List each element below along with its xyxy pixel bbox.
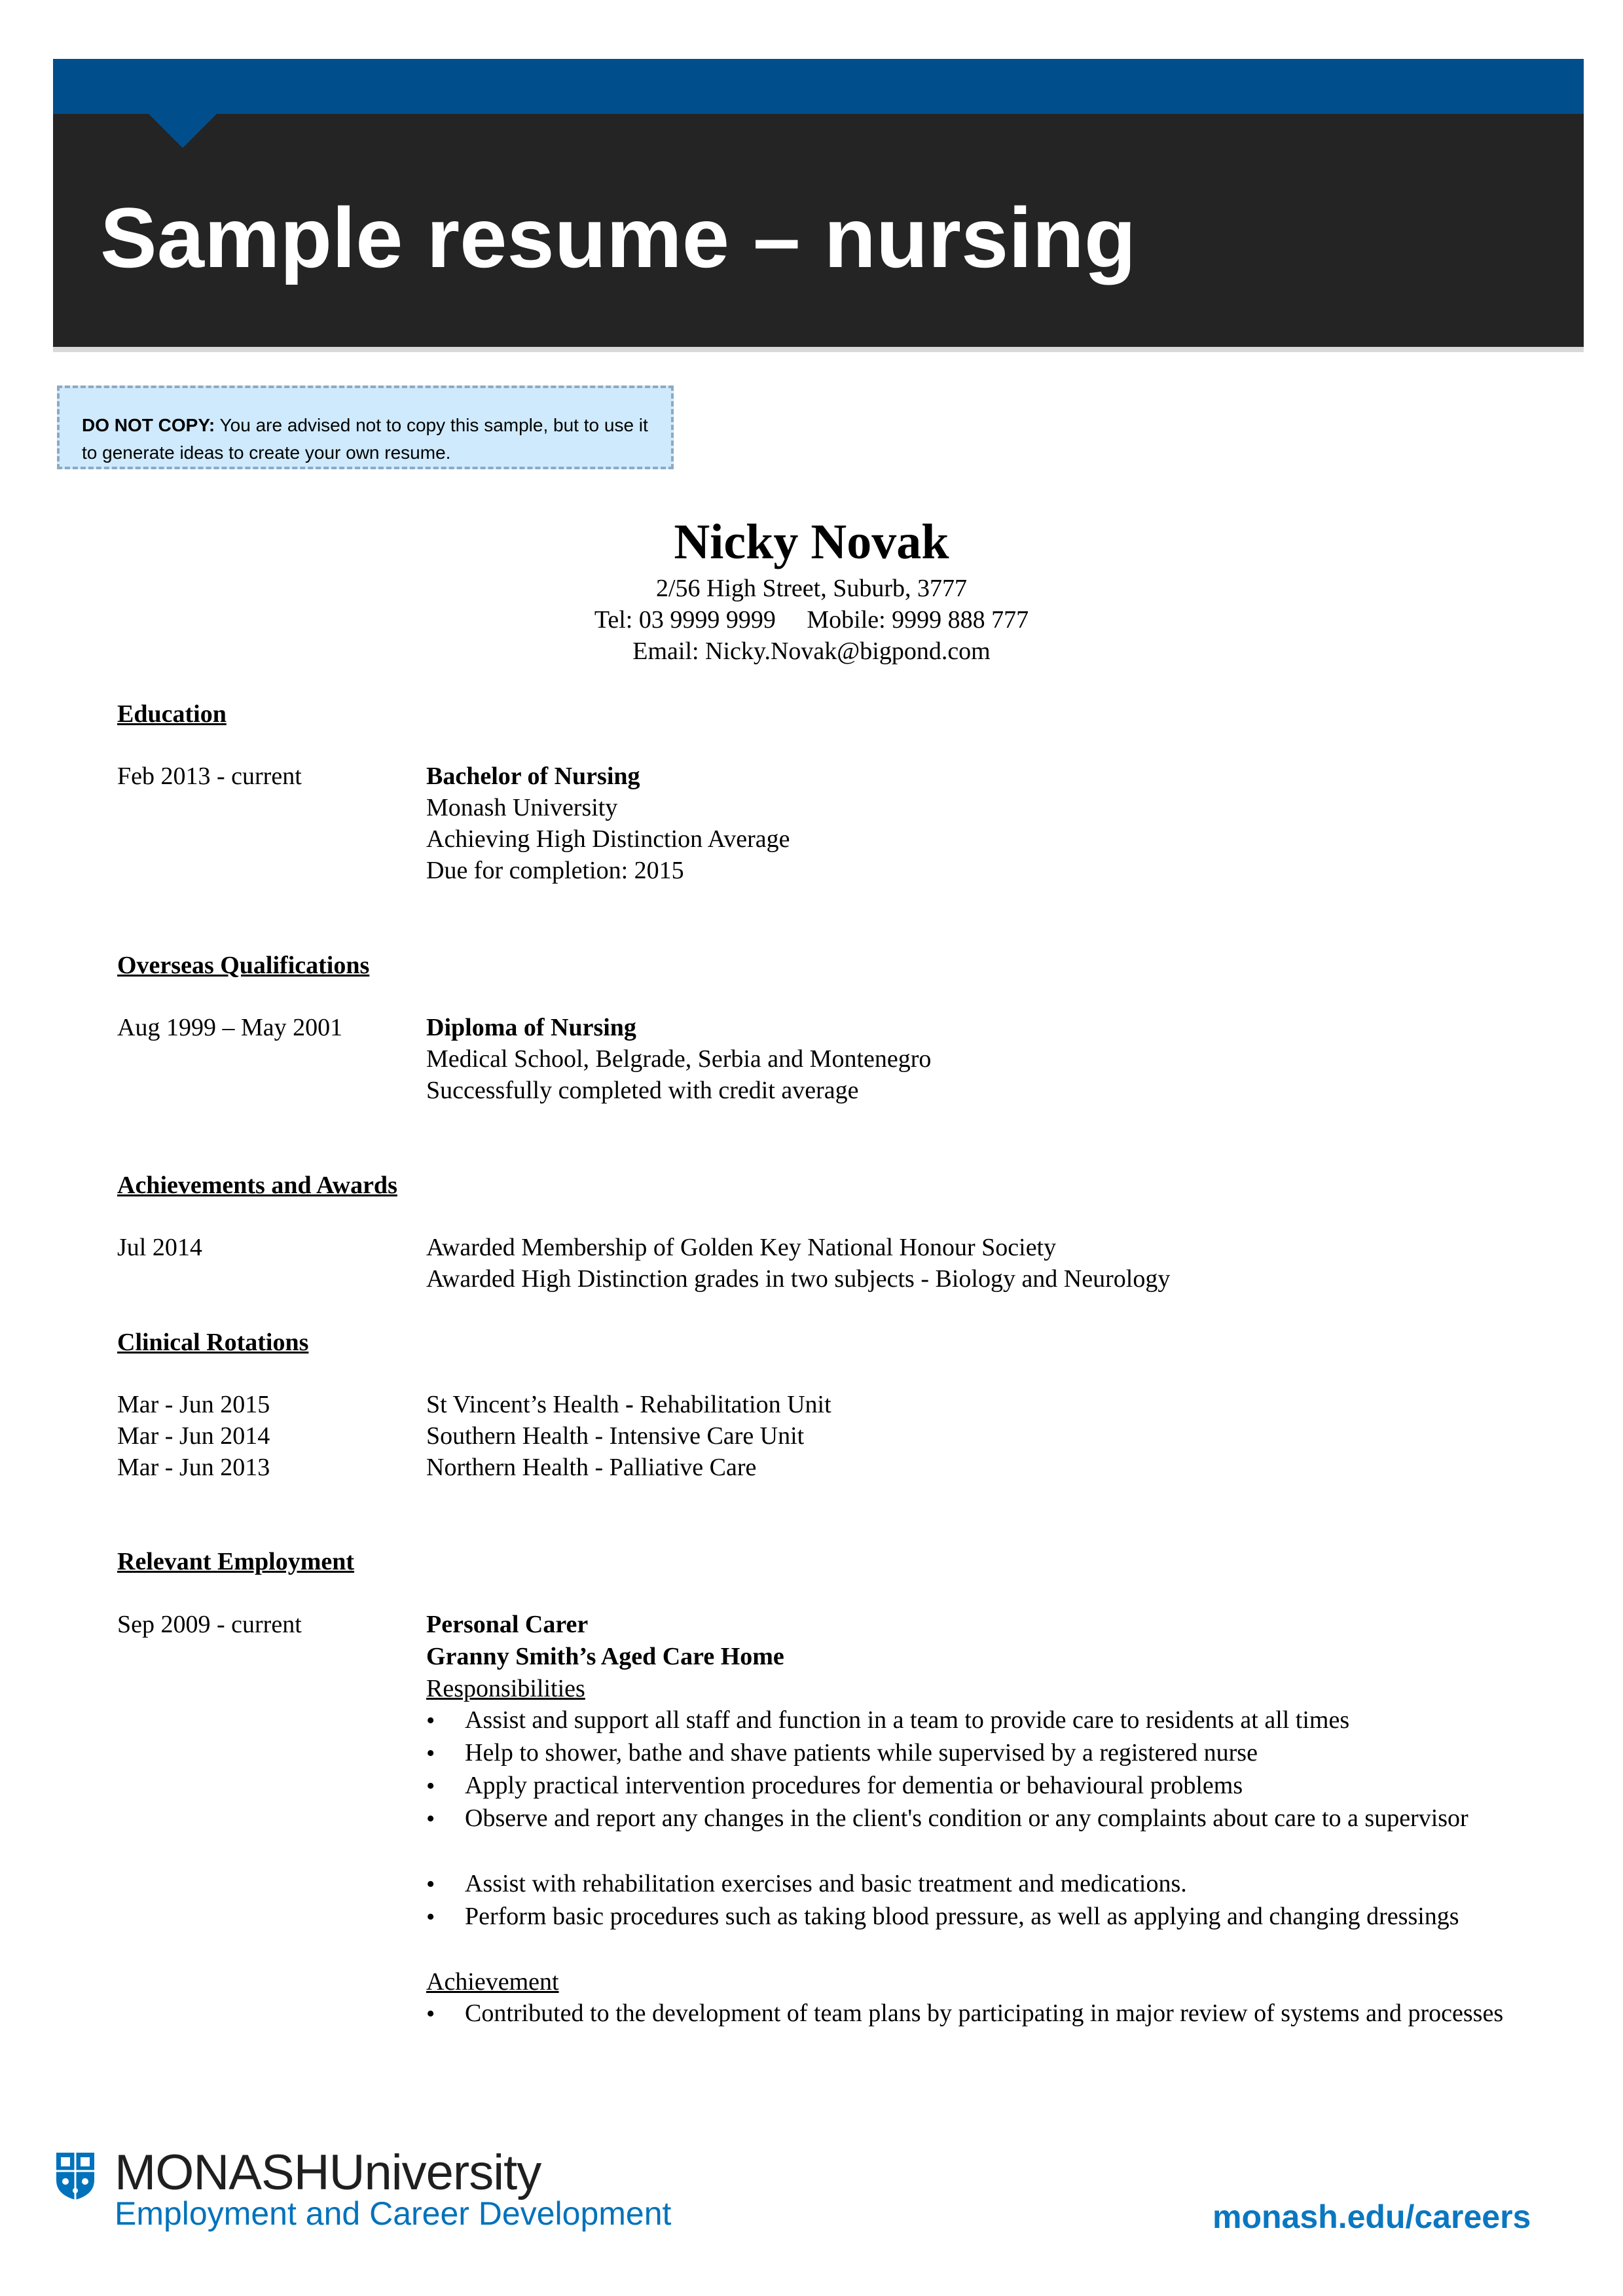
education-date: Feb 2013 - current xyxy=(117,762,302,790)
responsibility-item: Observe and report any changes in the client's condition or any complaints about care to a supervisor xyxy=(465,1804,1468,1832)
banner-accent-bar xyxy=(53,59,1584,114)
responsibility-item: Help to shower, bathe and shave patients while supervised by a registered nurse xyxy=(465,1739,1258,1767)
careers-link[interactable]: monash.edu/careers xyxy=(1213,2198,1531,2235)
bullet-icon: • xyxy=(426,1772,435,1800)
logo-subtitle: Employment and Career Development xyxy=(115,2195,672,2232)
do-not-copy-notice xyxy=(57,386,674,469)
education-completion: Due for completion: 2015 xyxy=(426,857,684,884)
achievements-heading: Achievements and Awards xyxy=(117,1172,397,1199)
email-line: Email: Nicky.Novak@bigpond.com xyxy=(632,637,991,665)
phone-line: Tel: 03 9999 9999 Mobile: 9999 888 777 xyxy=(594,606,1029,634)
clinical-heading: Clinical Rotations xyxy=(117,1329,309,1356)
employment-heading: Relevant Employment xyxy=(117,1548,355,1575)
responsibility-item: Apply practical intervention procedures for dementia or behavioural problems xyxy=(465,1772,1243,1799)
employment-employer: Granny Smith’s Aged Care Home xyxy=(426,1643,784,1670)
bullet-icon: • xyxy=(426,1740,435,1767)
clinical-unit: Rehabilitation Unit xyxy=(640,1391,831,1418)
banner-shadow xyxy=(53,347,1584,352)
banner-notch xyxy=(149,114,217,148)
bullet-icon: • xyxy=(426,1903,435,1931)
education-grade: Achieving High Distinction Average xyxy=(426,825,790,853)
overseas-institution: Medical School, Belgrade, Serbia and Montenegro xyxy=(426,1045,932,1073)
overseas-qualification: Diploma of Nursing xyxy=(426,1014,636,1041)
responsibilities-label: Responsibilities xyxy=(426,1675,585,1702)
clinical-place-name: St Vincent’s Health xyxy=(426,1391,619,1418)
overseas-result: Successfully completed with credit average xyxy=(426,1077,859,1104)
clinical-place: Northern Health - Palliative Care xyxy=(426,1454,757,1481)
clinical-date: Mar - Jun 2013 xyxy=(117,1454,270,1481)
clinical-separator: - xyxy=(619,1391,640,1418)
candidate-name: Nicky Novak xyxy=(674,514,949,569)
overseas-heading: Overseas Qualifications xyxy=(117,952,370,979)
clinical-place xyxy=(426,1392,831,1417)
education-institution: Monash University xyxy=(426,794,618,821)
bullet-icon: • xyxy=(426,2000,435,2028)
bullet-icon: • xyxy=(426,1805,435,1833)
bullet-icon: • xyxy=(426,1707,435,1734)
logo-name: MONASH xyxy=(115,2145,329,2200)
notice-label: DO NOT COPY: xyxy=(82,415,215,435)
achievement-label: Achievement xyxy=(426,1968,559,1996)
overseas-date: Aug 1999 – May 2001 xyxy=(117,1014,343,1041)
bullet-icon: • xyxy=(426,1871,435,1898)
achievement-item: Awarded High Distinction grades in two subjects - Biology and Neurology xyxy=(426,1265,1171,1293)
employment-achievement-item: Contributed to the development of team plans by participating in major review of systems and processes xyxy=(465,2000,1504,2027)
notice-text: You are advised not to copy this sample, but to use it to generate ideas to create your own resume. xyxy=(82,415,648,463)
clinical-date: Mar - Jun 2015 xyxy=(117,1391,270,1418)
responsibility-item: Assist with rehabilitation exercises and basic treatment and medications. xyxy=(465,1870,1187,1897)
monash-crest-icon xyxy=(55,2151,96,2201)
education-heading: Education xyxy=(117,700,227,728)
responsibility-item: Perform basic procedures such as taking blood pressure, as well as applying and changing dressings xyxy=(465,1903,1459,1930)
clinical-date: Mar - Jun 2014 xyxy=(117,1422,270,1450)
employment-date: Sep 2009 - current xyxy=(117,1611,302,1638)
logo-university: University xyxy=(329,2145,541,2200)
employment-role: Personal Carer xyxy=(426,1611,589,1638)
responsibility-item: Assist and support all staff and function in a team to provide care to residents at all times xyxy=(465,1706,1350,1734)
monash-logo xyxy=(115,2145,541,2200)
education-degree: Bachelor of Nursing xyxy=(426,762,640,790)
clinical-place: Southern Health - Intensive Care Unit xyxy=(426,1422,805,1450)
address: 2/56 High Street, Suburb, 3777 xyxy=(656,575,967,602)
achievement-item: Awarded Membership of Golden Key National Honour Society xyxy=(426,1234,1057,1261)
page-title: Sample resume – nursing xyxy=(100,190,1137,285)
achievements-date: Jul 2014 xyxy=(117,1234,202,1261)
